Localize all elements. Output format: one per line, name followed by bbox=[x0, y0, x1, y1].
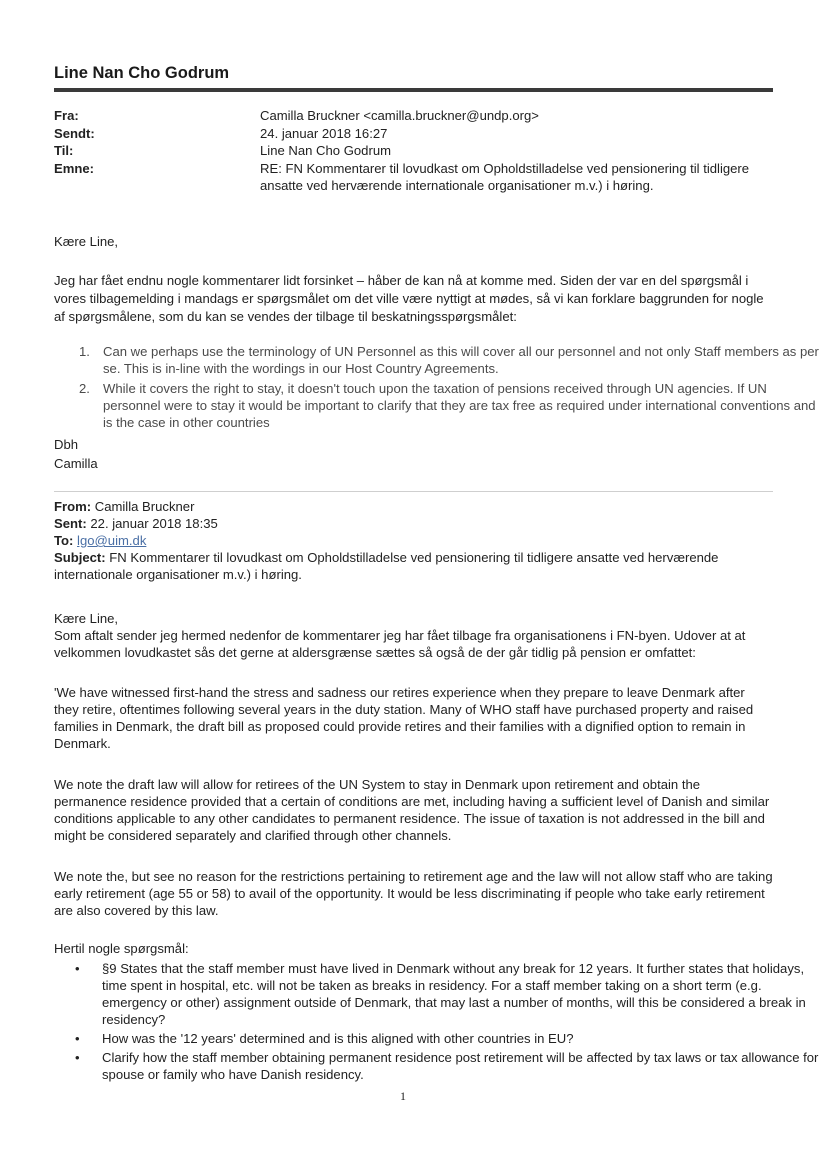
list-item bbox=[79, 380, 822, 431]
from-label: Fra: bbox=[54, 108, 79, 123]
orig-from-value: Camilla Bruckner bbox=[94, 499, 195, 514]
bullet-icon: • bbox=[75, 1050, 80, 1065]
reply-header bbox=[54, 107, 773, 196]
orig-from-label: From: bbox=[54, 499, 92, 514]
from-row bbox=[54, 107, 773, 125]
list-item bbox=[79, 343, 822, 377]
orig-to-label: To: bbox=[54, 533, 74, 548]
quote-paragraph-3: We note the, but see no reason for the restrictions pertaining to retirement age and the law will not allow staff who are taking early retirement (age 55 or 58) to avail of the opportunity. It would be less discriminating if people who take early retirement are also covered by this law. bbox=[54, 869, 773, 918]
header-divider bbox=[54, 88, 773, 92]
list-item-text: While it covers the right to stay, it doesn't touch upon the taxation of pensions received through UN agencies. If UN personnel were to stay it would be important to clarify that they are tax free as required under international conventions and is the case in other countries bbox=[103, 381, 816, 430]
subject-row bbox=[54, 160, 773, 196]
orig-to-email-link[interactable]: lgo@uim.dk bbox=[77, 533, 147, 548]
orig-sent-label: Sent: bbox=[54, 516, 87, 531]
list-item-text: Can we perhaps use the terminology of UN Personnel as this will cover all our personnel and not only Staff members as per se. This is in-line with the wordings in our Host Country Agreements. bbox=[103, 344, 819, 376]
sent-value: 24. januar 2018 16:27 bbox=[260, 125, 388, 141]
reply-numbered-list bbox=[54, 343, 822, 434]
quoted-message-divider bbox=[54, 491, 773, 492]
orig-sent-value: 22. januar 2018 18:35 bbox=[90, 516, 218, 531]
bullet-icon: • bbox=[75, 961, 80, 976]
to-value: Line Nan Cho Godrum bbox=[260, 143, 392, 158]
list-item bbox=[75, 960, 821, 1028]
questions-intro: Hertil nogle spørgsmål: bbox=[54, 941, 189, 956]
reply-signoff: Dbh bbox=[54, 437, 79, 452]
list-item bbox=[75, 1049, 821, 1083]
orig-subject-label: Subject: bbox=[54, 550, 106, 565]
reply-body: Jeg har fået endnu nogle kommentarer lidt forsinket – håber de kan nå at komme med. Siden der var en del spørgsmål i vores tilbagemelding i mandags er spørgsmålet om det ville være nyttigt at mødes, så vi kan forklare baggrunden for nogle af spørgsmålene, som du kan se vendes der tilbage til beskatningsspørgsmålet: bbox=[54, 273, 764, 324]
list-item-number: 1. bbox=[79, 344, 90, 359]
reply-signature: Camilla bbox=[54, 456, 98, 471]
from-value: Camilla Bruckner <camilla.bruckner@undp.org> bbox=[260, 108, 539, 123]
original-greeting: Kære Line, bbox=[54, 611, 119, 626]
list-item-text: §9 States that the staff member must have lived in Denmark without any break for 12 years. It further states that holidays, time spent in hospital, etc. will not be taken as breaks in residency. For a staff member taking on a short term (e.g. emergency or other) assignment outside of Denmark, that may last a number of months, will this be considered a break in residency? bbox=[102, 961, 806, 1027]
quote-paragraph-2: We note the draft law will allow for retirees of the UN System to stay in Denmark upon retirement and obtain the permanence residence provided that a certain of conditions are met, including having a sufficient level of Danish and similar conditions applicable to any other candidates to permanent residence. The issue of taxation is not addressed in the bill and might be considered separately and clarified through other channels. bbox=[54, 777, 770, 843]
list-item-number: 2. bbox=[79, 381, 90, 396]
sent-label: Sendt: bbox=[54, 125, 95, 141]
list-item-text: How was the '12 years' determined and is this aligned with other countries in EU? bbox=[102, 1031, 574, 1046]
bullet-icon: • bbox=[75, 1031, 80, 1046]
quote-paragraph-1: 'We have witnessed first-hand the stress and sadness our retires experience when they prepare to leave Denmark after they retire, oftentimes following several years in the duty station. Many of WHO staff have purchased property and raised families in Denmark, the draft bill as proposed could provide retires and their families with a dignified option to remain in Denmark. bbox=[54, 685, 754, 751]
subject-label: Emne: bbox=[54, 160, 95, 176]
to-label: Til: bbox=[54, 143, 74, 158]
subject-value: RE: FN Kommentarer til lovudkast om Opholdstilladelse ved pensionering til tidligere ansatte ved herværende internationale organisationer m.v.) i høring. bbox=[260, 160, 750, 193]
orig-subject-value: FN Kommentarer til lovudkast om Opholdstilladelse ved pensionering til tidligere ansatte ved herværende internationale organisationer m.v.) i høring. bbox=[54, 550, 719, 582]
original-header bbox=[54, 498, 773, 583]
sent-row bbox=[54, 125, 773, 143]
reply-greeting: Kære Line, bbox=[54, 234, 119, 249]
questions-list bbox=[54, 960, 821, 1085]
mailbox-owner-name: Line Nan Cho Godrum bbox=[54, 64, 230, 82]
page-number: 1 bbox=[400, 1089, 406, 1103]
list-item bbox=[75, 1030, 821, 1047]
original-intro: Som aftalt sender jeg hermed nedenfor de kommentarer jeg har fået tilbage fra organisationens i FN-byen. Udover at at velkommen lovudkastet sås det gerne at aldersgrænse sættes så også de der går tidlig på pension er omfattet: bbox=[54, 628, 746, 660]
list-item-text: Clarify how the staff member obtaining permanent residence post retirement will be affected by tax laws or tax allowance for spouse or family who have Danish residency. bbox=[102, 1050, 819, 1082]
to-row bbox=[54, 142, 773, 160]
